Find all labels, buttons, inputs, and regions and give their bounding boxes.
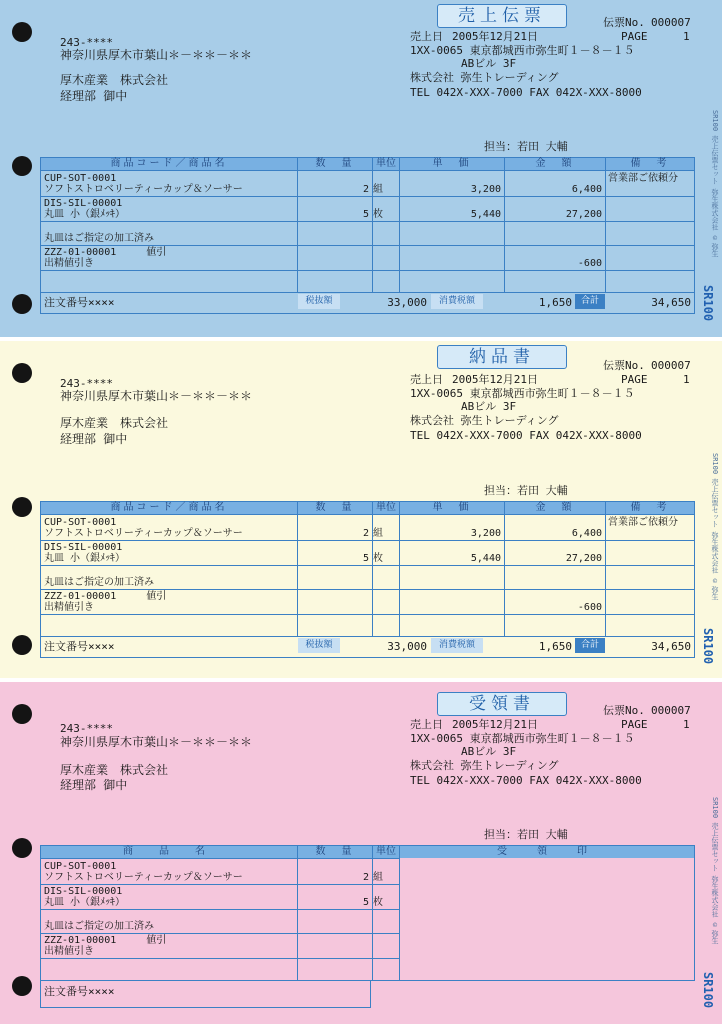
col-remarks: 備 考 [630,502,670,513]
side-print: SR100 売上伝票セット 弥生株式会社 ©弥生 [711,110,719,257]
slip-no-label: 伝票No. [603,359,645,372]
sender-address: 1XX-0065 東京都城西市弥生町１－８－１５ [410,44,635,57]
subtotal-label: 税抜額 [298,294,340,309]
item-remarks: 営業部ご依頼分 [608,173,678,184]
recipient-zip: 243-**** [60,36,113,49]
punch-hole [12,497,32,517]
item-code: CUP-SOT-0001 [44,517,117,528]
col-unit: 単位 [376,158,396,169]
sender-tel: TEL 042X-XXX-7000 FAX 042X-XXX-8000 [410,86,642,99]
item-qty: 5 [362,897,369,908]
item-code: CUP-SOT-0001 [44,173,117,184]
recipient-company: 厚木産業 株式会社 [60,763,169,777]
page-label: PAGE [621,373,648,386]
punch-hole [12,976,32,996]
item-amount: 27,200 [565,209,602,220]
date-label: 売上日 [410,718,443,731]
item-price: 3,200 [470,184,501,195]
punch-hole [12,156,32,176]
item-name: 丸皿はご指定の加工済み [44,921,154,932]
punch-hole [12,363,32,383]
item-name: 出精値引き [44,946,94,957]
item-name: 丸皿 小（銀ﾒｯｷ） [44,209,126,220]
sales-date: 2005年12月21日 [452,718,538,731]
sheet-title: 納品書 [437,345,567,369]
col-qty: 数 量 [315,158,355,169]
item-remarks: 営業部ご依頼分 [608,517,678,528]
tax-label: 消費税額 [431,638,483,653]
recipient-address: 神奈川県厚木市葉山＊－＊＊－＊＊ [60,735,253,749]
sender-company: 株式会社 弥生トレーディング [410,414,559,427]
sender-building: ABビル 3F [461,745,517,758]
item-name: 丸皿はご指定の加工済み [44,577,154,588]
item-code: DIS-SIL-00001 [44,198,123,209]
item-amount: 6,400 [571,528,602,539]
item-code: DIS-SIL-00001 [44,886,123,897]
page-number: 1 [683,718,690,731]
punch-hole [12,294,32,314]
item-name: 丸皿はご指定の加工済み [44,233,154,244]
item-code: DIS-SIL-00001 [44,542,123,553]
item-name: 出精値引き [44,258,94,269]
sheet-title: 受領書 [437,692,567,716]
order-number: 注文番号×××× [44,296,115,309]
sender-tel: TEL 042X-XXX-7000 FAX 042X-XXX-8000 [410,774,642,787]
col-product: 商品コード／商品名 [110,502,228,513]
col-product: 商 品 名 [122,846,216,857]
delivery-note-sheet [0,341,722,678]
recipient-company: 厚木産業 株式会社 [60,416,169,430]
item-price: 3,200 [470,528,501,539]
item-table [40,845,695,981]
col-product: 商品コード／商品名 [110,158,228,169]
col-qty: 数 量 [315,846,355,857]
subtotal: 33,000 [387,640,427,653]
item-unit: 組 [373,184,383,195]
total-label: 合計 [575,638,605,653]
order-number: 注文番号×××× [44,640,115,653]
item-name: ソフトストロベリーティーカップ＆ソーサー [44,872,243,883]
col-receipt-stamp: 受 領 印 [497,846,597,857]
item-unit: 枚 [373,897,383,908]
sales-slip-sheet [0,0,722,337]
sender-address: 1XX-0065 東京都城西市弥生町１－８－１５ [410,732,635,745]
col-price: 単 価 [432,158,472,169]
recipient-address: 神奈川県厚木市葉山＊－＊＊－＊＊ [60,48,253,62]
punch-hole [12,704,32,724]
item-amount: -600 [577,258,602,269]
recipient-zip: 243-**** [60,377,113,390]
tax: 1,650 [538,296,572,309]
slip-no-label: 伝票No. [603,704,645,717]
col-unit: 単位 [376,502,396,513]
item-name: ソフトストロベリーティーカップ＆ソーサー [44,184,243,195]
item-name: 丸皿 小（銀ﾒｯｷ） [44,897,126,908]
item-unit: 枚 [373,209,383,220]
col-unit: 単位 [376,846,396,857]
sender-address: 1XX-0065 東京都城西市弥生町１－８－１５ [410,387,635,400]
form-code: SR100 [701,285,715,322]
col-amount: 金 額 [535,158,575,169]
item-unit: 組 [373,872,383,883]
item-qty: 2 [362,184,369,195]
sender-building: ABビル 3F [461,400,517,413]
tax: 1,650 [538,640,572,653]
item-price: 5,440 [470,553,501,564]
page-label: PAGE [621,30,648,43]
punch-hole [12,838,32,858]
col-qty: 数 量 [315,502,355,513]
recipient-address: 神奈川県厚木市葉山＊－＊＊－＊＊ [60,389,253,403]
staff: 担当：若田 大輔 [484,828,568,841]
date-label: 売上日 [410,30,443,43]
item-code: ZZZ-01-00001 値引 [44,935,167,946]
order-number-box [40,980,371,1008]
item-name: 出精値引き [44,602,94,613]
page-number: 1 [683,373,690,386]
item-unit: 枚 [373,553,383,564]
tax-label: 消費税額 [431,294,483,309]
item-table [40,501,695,658]
staff: 担当：若田 大輔 [484,484,568,497]
item-unit: 組 [373,528,383,539]
item-name: ソフトストロベリーティーカップ＆ソーサー [44,528,243,539]
sheet-title: 売上伝票 [437,4,567,28]
total: 34,650 [651,640,691,653]
item-code: CUP-SOT-0001 [44,861,117,872]
sender-building: ABビル 3F [461,57,517,70]
item-code: ZZZ-01-00001 値引 [44,591,167,602]
sender-tel: TEL 042X-XXX-7000 FAX 042X-XXX-8000 [410,429,642,442]
punch-hole [12,22,32,42]
sender-company: 株式会社 弥生トレーディング [410,71,559,84]
slip-no: 000007 [651,16,691,29]
sales-date: 2005年12月21日 [452,30,538,43]
recipient-dept: 経理部 御中 [60,778,128,792]
col-price: 単 価 [432,502,472,513]
sender-company: 株式会社 弥生トレーディング [410,759,559,772]
item-price: 5,440 [470,209,501,220]
total-label: 合計 [575,294,605,309]
col-amount: 金 額 [535,502,575,513]
form-code: SR100 [701,628,715,665]
subtotal: 33,000 [387,296,427,309]
receipt-sheet [0,682,722,1024]
col-remarks: 備 考 [630,158,670,169]
recipient-zip: 243-**** [60,722,113,735]
side-print: SR100 売上伝票セット 弥生株式会社 ©弥生 [711,797,719,944]
item-name: 丸皿 小（銀ﾒｯｷ） [44,553,126,564]
sales-date: 2005年12月21日 [452,373,538,386]
item-amount: 27,200 [565,553,602,564]
side-print: SR100 売上伝票セット 弥生株式会社 ©弥生 [711,453,719,600]
item-table [40,157,695,314]
order-number: 注文番号×××× [44,985,115,998]
item-amount: -600 [577,602,602,613]
item-code: ZZZ-01-00001 値引 [44,247,167,258]
slip-no: 000007 [651,359,691,372]
item-qty: 2 [362,528,369,539]
form-code: SR100 [701,972,715,1009]
item-qty: 2 [362,872,369,883]
recipient-company: 厚木産業 株式会社 [60,73,169,87]
punch-hole [12,635,32,655]
page-number: 1 [683,30,690,43]
item-amount: 6,400 [571,184,602,195]
subtotal-label: 税抜額 [298,638,340,653]
page-label: PAGE [621,718,648,731]
total: 34,650 [651,296,691,309]
slip-no-label: 伝票No. [603,16,645,29]
staff: 担当：若田 大輔 [484,140,568,153]
slip-no: 000007 [651,704,691,717]
item-qty: 5 [362,209,369,220]
item-qty: 5 [362,553,369,564]
date-label: 売上日 [410,373,443,386]
recipient-dept: 経理部 御中 [60,432,128,446]
recipient-dept: 経理部 御中 [60,89,128,103]
